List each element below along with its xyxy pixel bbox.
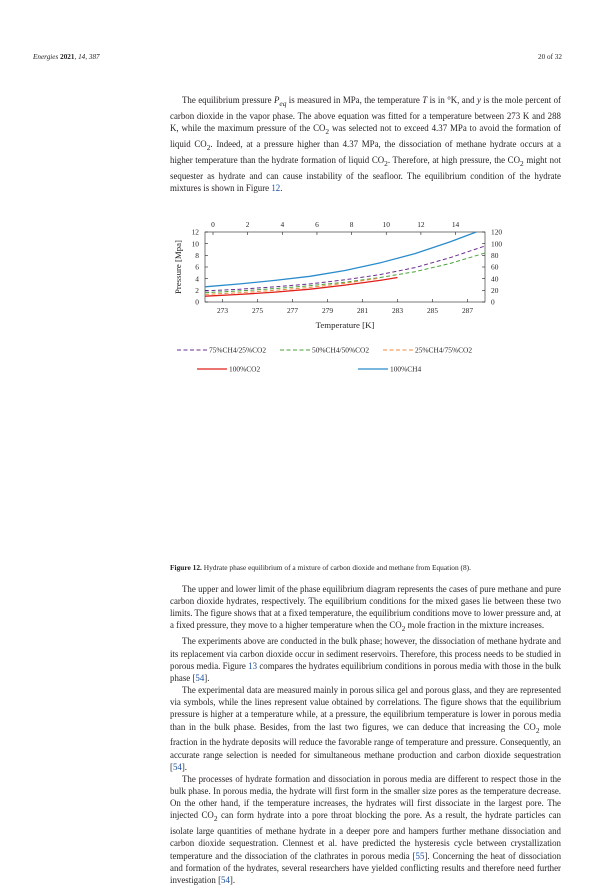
journal-volume: 14, 387 [78, 53, 100, 61]
right-tick-label: 60 [491, 262, 499, 272]
figure-12-link[interactable]: 12 [271, 183, 281, 194]
series-line-75-ch4-25-co2 [205, 246, 485, 291]
chart-legend [177, 346, 472, 374]
figure-13-link[interactable]: 13 [248, 660, 258, 671]
y-tick-label: 12 [191, 227, 199, 237]
top-tick-label: 0 [211, 220, 215, 229]
citation-54-link[interactable]: 54 [221, 874, 230, 885]
legend-label: 100%CH4 [390, 364, 422, 374]
y-tick-label: 2 [195, 285, 199, 295]
top-tick-label: 4 [280, 220, 285, 229]
top-tick-label: 2 [245, 220, 250, 229]
running-header-journal: Energies 2021, 14, 387 [33, 53, 100, 61]
y-tick-label: 8 [195, 250, 199, 260]
chart-axes [173, 220, 502, 330]
right-tick-label: 100 [491, 239, 503, 249]
y-tick-label: 4 [195, 274, 199, 284]
top-tick-label: 6 [315, 220, 319, 229]
y-tick-label: 6 [195, 262, 199, 272]
legend-label: 75%CH4/25%CO2 [209, 345, 267, 355]
legend-label: 100%CO2 [229, 364, 261, 374]
x-tick-label: 279 [321, 306, 334, 315]
journal-name: Energies [33, 53, 59, 61]
series-line-25-ch4-75-co2 [205, 278, 380, 294]
page-number: 20 of 32 [538, 53, 562, 61]
y-axis-label: Pressure [Mpa] [173, 240, 183, 294]
y-tick-label: 0 [195, 297, 199, 307]
top-tick-label: 10 [382, 220, 390, 229]
x-tick-label: 275 [251, 306, 264, 315]
paragraph-experimental-data: The experimental data are measured mainly in porous silica gel and porous glass, and they are represented via symbols, while the lines represent value obtained by correlations. The figure shows that the equilibrium pressure is higher at a temperature while, at a pressure, the equilibrium temperature is lower in porous media than in the bulk phase. Besides, from the last two figures, we can deduce that increasing the $CO_2$ mole fraction in the hydrate deposits will reduce the favorable range of temperature and pressure. Consequently, an accurate range selection is needed for simultaneous methane production and carbon dioxide sequestration [54]. [170, 685, 561, 772]
paragraph-hysteresis: The processes of hydrate formation and dissociation in porous media are different to respect those in the bulk phase. In porous media, the hydrate will first form in the smaller size pores as the temperature decrease. On the other hand, if the temperature increases, the hydrates will first dissociate in the largest pore. The injected $CO_2$ can form hydrate into a pore throat blocking the pore. As a result, the hydrate particles can isolate large quantities of methane hydrate in a deeper pore and hampers further methane dissociation and carbon dioxide sequestration. Clennest et al. have predicted the hysteresis cycle between crystallization temperature and the dissociation of the clathrates in porous media [55]. Concerning the heat of dissociation and formation of the hydrates, several researchers have yielded conflicting results and therefore need further investigation [54]. [170, 773, 562, 885]
right-tick-label: 0 [491, 297, 495, 307]
x-axis-label: Temperature [K] [315, 320, 375, 330]
top-tick-label: 12 [417, 220, 425, 229]
top-tick-label: 14 [451, 220, 460, 229]
x-tick-label: 281 [356, 306, 369, 315]
paragraph-equilibrium: The equilibrium pressure $P_{eq}$ is measured in MPa, the temperature T is in °K, and y is the mole percent of carbon dioxide in the vapor phase. The above equation was fitted for a temperature between 273 K and 288 K, while the maximum pressure of the $CO_2$ was selected not to exceed 4.37 MPa to avoid the formation of liquid $CO_2$. Indeed, at a pressure higher than 4.37 MPa, the dissociation of methane hydrate occurs at a higher temperature than the hydrate formation of liquid $CO_2$. Therefore, at high pressure, the $CO_2$ might not sequester as hydrate and can cause instability of the seafloor. The equilibrium condition of the hydrate mixtures is shown in Figure 12. [170, 95, 561, 194]
journal-year: 2021 [60, 53, 75, 61]
plot-frame [205, 232, 485, 302]
chart-series [205, 232, 485, 296]
series-line-100-ch4 [205, 232, 476, 287]
right-tick-label: 80 [491, 250, 499, 260]
x-tick-label: 277 [286, 306, 299, 315]
citation-55-link[interactable]: 55 [415, 850, 425, 861]
right-tick-label: 20 [491, 285, 499, 295]
figure-caption: Figure 12. Hydrate phase equilibrium of a mixture of carbon dioxide and methane from Equation (8). [170, 563, 471, 572]
x-tick-label: 283 [391, 306, 404, 315]
x-tick-label: 285 [426, 306, 439, 315]
top-tick-label: 8 [349, 220, 354, 229]
paragraph-porous-media: The experiments above are conducted in the bulk phase; however, the dissociation of methane hydrate and its replacement via carbon dioxide occur in sediment reservoirs. Therefore, this process needs to be studied in porous media. Figure 13 compares the hydrates equilibrium conditions in porous media with those in the bulk phase [54]. [170, 636, 561, 683]
y-tick-label: 10 [191, 239, 199, 249]
x-tick-label: 273 [216, 306, 229, 315]
citation-54-link[interactable]: 54 [172, 761, 182, 772]
x-tick-label: 287 [461, 306, 474, 315]
right-tick-label: 40 [491, 274, 499, 284]
paragraph-limits: The upper and lower limit of the phase equilibrium diagram represents the cases of pure methane and pure carbon dioxide hydrates, respectively. The equilibrium conditions for the mixed gases lie between these two limits. The figure shows that at a fixed temperature, the equilibrium conditions move to lower pressure and, at a fixed pressure, they move to a higher temperature when the $CO_2$ mole fraction in the mixture increases. [170, 584, 561, 634]
series-line-50-ch4-50-co2 [205, 253, 485, 293]
legend-label: 25%CH4/75%CO2 [415, 345, 473, 355]
legend-label: 50%CH4/50%CO2 [312, 345, 370, 355]
right-tick-label: 120 [491, 227, 503, 237]
citation-54-link[interactable]: 54 [195, 672, 205, 683]
discussion-paragraphs [170, 583, 561, 886]
figure-12-chart [165, 208, 565, 558]
